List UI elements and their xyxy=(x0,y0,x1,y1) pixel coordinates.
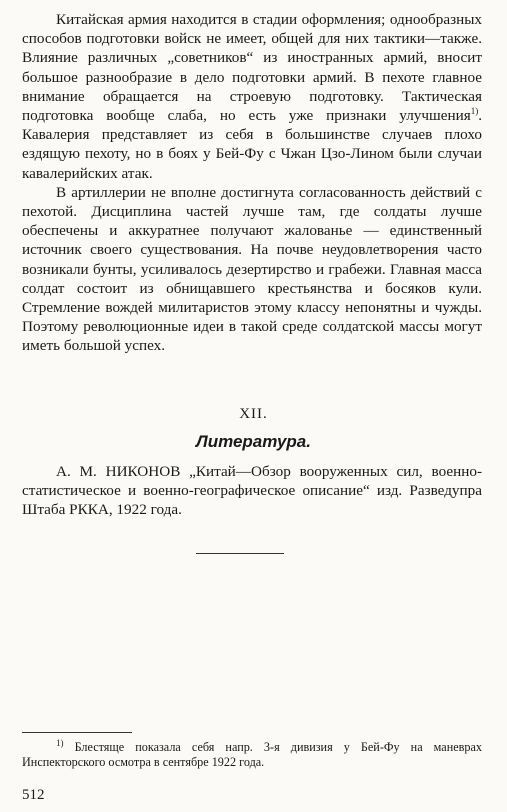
footnote-divider xyxy=(22,732,132,733)
paragraph-text: Китайская армия находится в стадии оформления; однообразных способов подготовки войск не имеет, общей для них тактики—также. Влияние различных „советников“ из иностранных армий, вносит большое разнообразие в дело подготовки армий. В пехоте главное внимание обращается на строевую подготовку. Тактическая подготовка вообще слаба, но есть уже признаки улучшения xyxy=(22,11,482,125)
paragraph-artillery-discipline: В артиллерии не вполне достигнута согласованность действий с пехотой. Дисциплина частей лучше там, где солдаты лучше обеспечены и аккуратнее получают жалованье — единственный источник своего существования. На почве неудовлетворения часто возникали бунты, усиливалось дезертирство и грабежи. Главная масса солдат состоит из обнищавшего крестьянства и босяков кули. Стремление вождей милитаристов этому классу непонятны и чужды. Поэтому революционные идеи в такой среде солдатской массы могут иметь большой успех. xyxy=(22,183,482,355)
bibliography-entry: А. М. НИКОНОВ „Китай—Обзор вооруженных сил, военно-статистическое и военно-географическое описание“ изд. Разведупра Штаба РККА, 1922 года. xyxy=(22,463,482,519)
page-number: 512 xyxy=(22,787,45,803)
footnote-text: Блестяще показала себя напр. 3-я дивизия у Бей-Фу на маневрах Инспекторского осмотра в сентябре 1922 года. xyxy=(22,740,482,769)
section-number: XII. xyxy=(239,406,268,422)
section-title: Литература. xyxy=(196,432,311,451)
footnote-marker: 1) xyxy=(470,105,479,116)
paragraph-army-training xyxy=(22,10,482,183)
main-text xyxy=(22,10,482,356)
footnote xyxy=(22,737,482,770)
section-divider xyxy=(196,553,284,554)
footnote-number: 1) xyxy=(56,737,64,748)
paragraph-text-end: . Кавалерия представляет из себя в большинстве случаев плохо ездящую пехоту, но в боях у Бей-Фу с Чжан Цзо-Лином были случаи кавалерийских атак. xyxy=(22,107,482,182)
